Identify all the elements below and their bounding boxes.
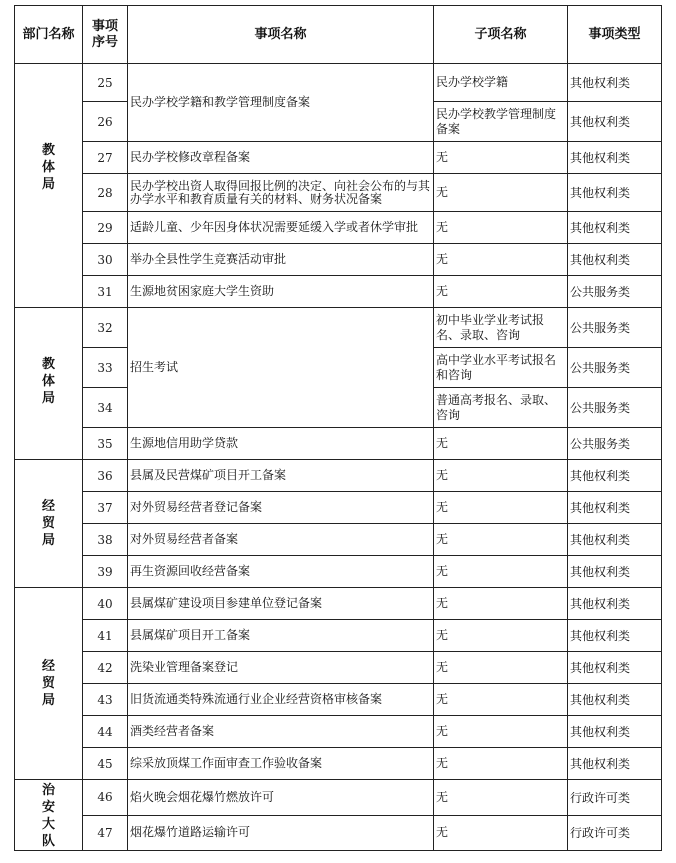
seq-cell: 37	[83, 492, 128, 524]
sub-item-cell: 民办学校教学管理制度备案	[434, 102, 568, 142]
item-type-cell: 其他权利类	[568, 748, 662, 780]
item-name-cell: 对外贸易经营者备案	[128, 524, 434, 556]
item-name-cell: 焰火晚会烟花爆竹燃放许可	[128, 780, 434, 816]
item-type-cell: 公共服务类	[568, 348, 662, 388]
dept-name: 治安大队	[41, 783, 55, 849]
seq-cell: 45	[83, 748, 128, 780]
item-type-cell: 其他权利类	[568, 556, 662, 588]
table-row	[15, 276, 662, 308]
dept-cell	[15, 64, 83, 308]
sub-item-cell: 无	[434, 212, 568, 244]
table-row	[15, 492, 662, 524]
item-type-cell: 其他权利类	[568, 524, 662, 556]
item-type-cell: 其他权利类	[568, 716, 662, 748]
dept-cell	[15, 780, 83, 851]
sub-item-cell: 无	[434, 652, 568, 684]
seq-cell: 30	[83, 244, 128, 276]
sub-item-cell: 无	[434, 492, 568, 524]
item-type-cell: 其他权利类	[568, 684, 662, 716]
item-type-cell: 其他权利类	[568, 652, 662, 684]
header-name: 事项名称	[128, 6, 434, 64]
item-name-cell: 酒类经营者备案	[128, 716, 434, 748]
item-name-cell: 县属及民营煤矿项目开工备案	[128, 460, 434, 492]
sub-item-cell: 普通高考报名、录取、咨询	[434, 388, 568, 428]
table-row	[15, 428, 662, 460]
item-type-cell: 其他权利类	[568, 212, 662, 244]
item-type-cell: 其他权利类	[568, 174, 662, 212]
seq-cell: 34	[83, 388, 128, 428]
sub-item-cell: 无	[434, 174, 568, 212]
sub-item-cell: 无	[434, 716, 568, 748]
item-name-cell: 综采放顶煤工作面审查工作验收备案	[128, 748, 434, 780]
header-row	[15, 6, 662, 64]
seq-cell: 42	[83, 652, 128, 684]
seq-cell: 25	[83, 64, 128, 102]
dept-name: 教体局	[41, 357, 55, 406]
table-row	[15, 716, 662, 748]
item-name-cell: 对外贸易经营者登记备案	[128, 492, 434, 524]
seq-cell: 31	[83, 276, 128, 308]
sub-item-cell: 无	[434, 815, 568, 851]
seq-cell: 35	[83, 428, 128, 460]
table-row	[15, 620, 662, 652]
item-type-cell: 行政许可类	[568, 780, 662, 816]
sub-item-cell: 无	[434, 588, 568, 620]
item-name-cell: 旧货流通类特殊流通行业企业经营资格审核备案	[128, 684, 434, 716]
table-row	[15, 142, 662, 174]
item-type-cell: 公共服务类	[568, 428, 662, 460]
item-name-cell: 民办学校出资人取得回报比例的决定、向社会公布的与其办学水平和教育质量有关的材料、财务状况备案	[128, 174, 434, 212]
seq-cell: 26	[83, 102, 128, 142]
sub-item-cell: 无	[434, 460, 568, 492]
table-row	[15, 174, 662, 212]
dept-name: 经贸局	[41, 499, 55, 548]
sub-item-cell: 民办学校学籍	[434, 64, 568, 102]
item-name-cell: 民办学校学籍和教学管理制度备案	[128, 64, 434, 142]
header-seq	[83, 6, 128, 64]
item-type-cell: 公共服务类	[568, 308, 662, 348]
item-type-cell: 其他权利类	[568, 142, 662, 174]
item-type-cell: 公共服务类	[568, 388, 662, 428]
table-row	[15, 815, 662, 851]
dept-name: 经贸局	[41, 659, 55, 708]
seq-cell: 29	[83, 212, 128, 244]
table-row	[15, 308, 662, 348]
header-seq-text: 事项序号	[91, 18, 118, 50]
sub-item-cell: 无	[434, 620, 568, 652]
seq-cell: 28	[83, 174, 128, 212]
item-type-cell: 其他权利类	[568, 588, 662, 620]
seq-cell: 47	[83, 815, 128, 851]
seq-cell: 44	[83, 716, 128, 748]
header-sub: 子项名称	[434, 6, 568, 64]
item-name-cell: 生源地贫困家庭大学生资助	[128, 276, 434, 308]
table-row	[15, 588, 662, 620]
table-row	[15, 748, 662, 780]
seq-cell: 41	[83, 620, 128, 652]
sub-item-cell: 无	[434, 524, 568, 556]
sub-item-cell: 无	[434, 684, 568, 716]
item-type-cell: 其他权利类	[568, 64, 662, 102]
item-name-cell: 举办全县性学生竞赛活动审批	[128, 244, 434, 276]
seq-cell: 27	[83, 142, 128, 174]
seq-cell: 32	[83, 308, 128, 348]
sub-item-cell: 无	[434, 556, 568, 588]
sub-item-cell: 初中毕业学业考试报名、录取、咨询	[434, 308, 568, 348]
seq-cell: 43	[83, 684, 128, 716]
item-type-cell: 其他权利类	[568, 620, 662, 652]
item-name-cell: 烟花爆竹道路运输许可	[128, 815, 434, 851]
sub-item-cell: 无	[434, 276, 568, 308]
table-row	[15, 652, 662, 684]
item-type-cell: 公共服务类	[568, 276, 662, 308]
table-body	[15, 64, 662, 851]
item-name-cell: 再生资源回收经营备案	[128, 556, 434, 588]
dept-name: 教体局	[41, 143, 55, 192]
seq-cell: 36	[83, 460, 128, 492]
sub-item-cell: 无	[434, 142, 568, 174]
sub-item-cell: 无	[434, 780, 568, 816]
dept-cell	[15, 308, 83, 460]
item-type-cell: 其他权利类	[568, 460, 662, 492]
dept-cell	[15, 460, 83, 588]
seq-cell: 33	[83, 348, 128, 388]
item-type-cell: 其他权利类	[568, 244, 662, 276]
table-row	[15, 524, 662, 556]
seq-cell: 38	[83, 524, 128, 556]
item-name-cell: 招生考试	[128, 308, 434, 428]
table-row	[15, 212, 662, 244]
table-row	[15, 460, 662, 492]
item-type-cell: 其他权利类	[568, 102, 662, 142]
item-name-cell: 县属煤矿项目开工备案	[128, 620, 434, 652]
item-name-cell: 生源地信用助学贷款	[128, 428, 434, 460]
item-type-cell: 其他权利类	[568, 492, 662, 524]
header-dept: 部门名称	[15, 6, 83, 64]
sub-item-cell: 无	[434, 428, 568, 460]
item-name-cell: 适龄儿童、少年因身体状况需要延缓入学或者休学审批	[128, 212, 434, 244]
table-row	[15, 244, 662, 276]
table-row	[15, 684, 662, 716]
seq-cell: 46	[83, 780, 128, 816]
item-name-cell: 洗染业管理备案登记	[128, 652, 434, 684]
dept-cell	[15, 588, 83, 780]
table-row	[15, 64, 662, 102]
sub-item-cell: 无	[434, 244, 568, 276]
item-type-cell: 行政许可类	[568, 815, 662, 851]
header-type: 事项类型	[568, 6, 662, 64]
sub-item-cell: 高中学业水平考试报名和咨询	[434, 348, 568, 388]
item-name-cell: 县属煤矿建设项目参建单位登记备案	[128, 588, 434, 620]
item-name-cell: 民办学校修改章程备案	[128, 142, 434, 174]
items-table	[14, 5, 662, 851]
seq-cell: 40	[83, 588, 128, 620]
table-row	[15, 556, 662, 588]
table-row	[15, 780, 662, 816]
seq-cell: 39	[83, 556, 128, 588]
sub-item-cell: 无	[434, 748, 568, 780]
